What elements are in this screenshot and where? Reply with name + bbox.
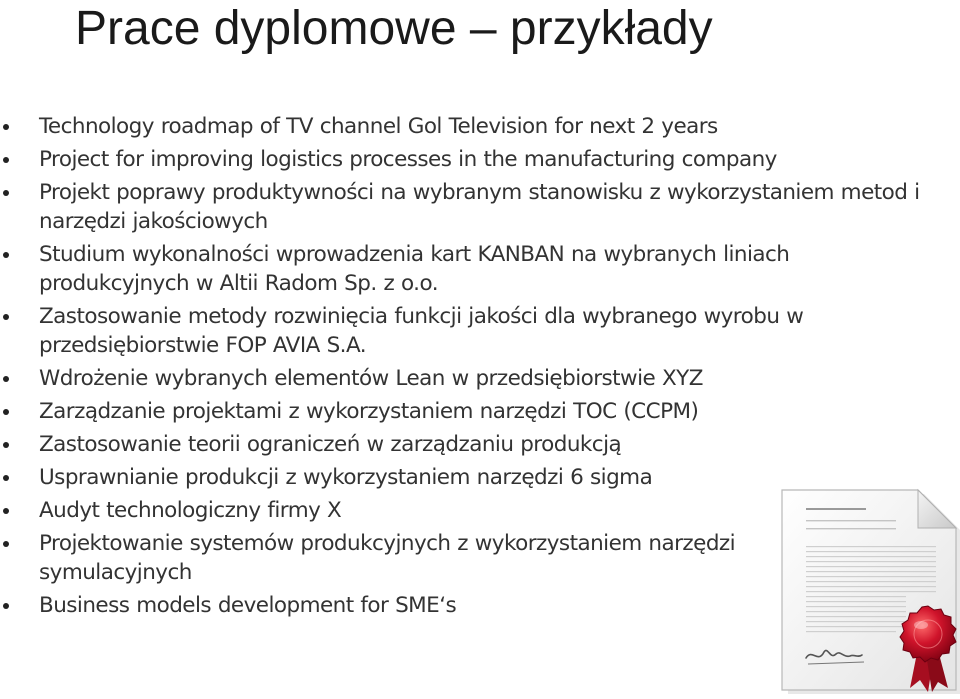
list-item-text: Usprawnianie produkcji z wykorzystaniem narzędzi 6 sigma [39, 465, 653, 490]
list-item [0, 364, 739, 393]
bullet-icon [3, 157, 9, 163]
bullet-icon [3, 190, 9, 196]
list-item-text: Zarządzanie projektami z wykorzystaniem narzędzi TOC (CCPM) [39, 399, 699, 424]
bullet-icon [3, 442, 9, 448]
bullet-icon [3, 508, 9, 514]
bullet-icon [3, 603, 9, 609]
list-item [0, 529, 739, 587]
list-item-text: Project for improving logistics processes in the manufacturing company [39, 147, 777, 172]
list-item [0, 240, 939, 298]
list-item [0, 591, 739, 620]
list-item [0, 302, 939, 360]
list-item-text: Studium wykonalności wprowadzenia kart KANBAN na wybranych liniach produkcyjnych w Altii Radom Sp. z o.o. [39, 242, 790, 296]
list-item-text: Audyt technologiczny firmy X [39, 498, 342, 523]
list-item-text: Zastosowanie metody rozwinięcia funkcji jakości dla wybranego wyrobu w przedsiębiorstwie FOP AVIA S.A. [39, 304, 804, 358]
list-item-text: Zastosowanie teorii ograniczeń w zarządzaniu produkcją [39, 432, 622, 457]
list-item-text: Business models development for SME‘s [39, 593, 457, 618]
slide-title: Prace dyplomowe – przykłady [75, 2, 713, 55]
list-item [0, 496, 739, 525]
bullet-icon [3, 475, 9, 481]
list-item-text: Projekt poprawy produktywności na wybranym stanowisku z wykorzystaniem metod i narzędzi jakościowych [39, 180, 920, 234]
bullet-icon [3, 541, 9, 547]
list-item [0, 430, 739, 459]
bullet-icon [3, 314, 9, 320]
bullet-icon [3, 376, 9, 382]
certificate-document-icon [778, 488, 960, 694]
bullet-icon [3, 409, 9, 415]
list-item [0, 178, 939, 236]
list-item [0, 397, 739, 426]
list-item-text: Projektowanie systemów produkcyjnych z wykorzystaniem narzędzi symulacyjnych [39, 531, 736, 585]
bullet-icon [3, 252, 9, 258]
list-item [0, 463, 739, 492]
bullet-icon [3, 124, 9, 130]
list-item-text: Technology roadmap of TV channel Gol Television for next 2 years [39, 114, 718, 139]
list-item-text: Wdrożenie wybranych elementów Lean w przedsiębiorstwie XYZ [39, 366, 703, 391]
list-item [0, 112, 939, 141]
list-item [0, 145, 939, 174]
